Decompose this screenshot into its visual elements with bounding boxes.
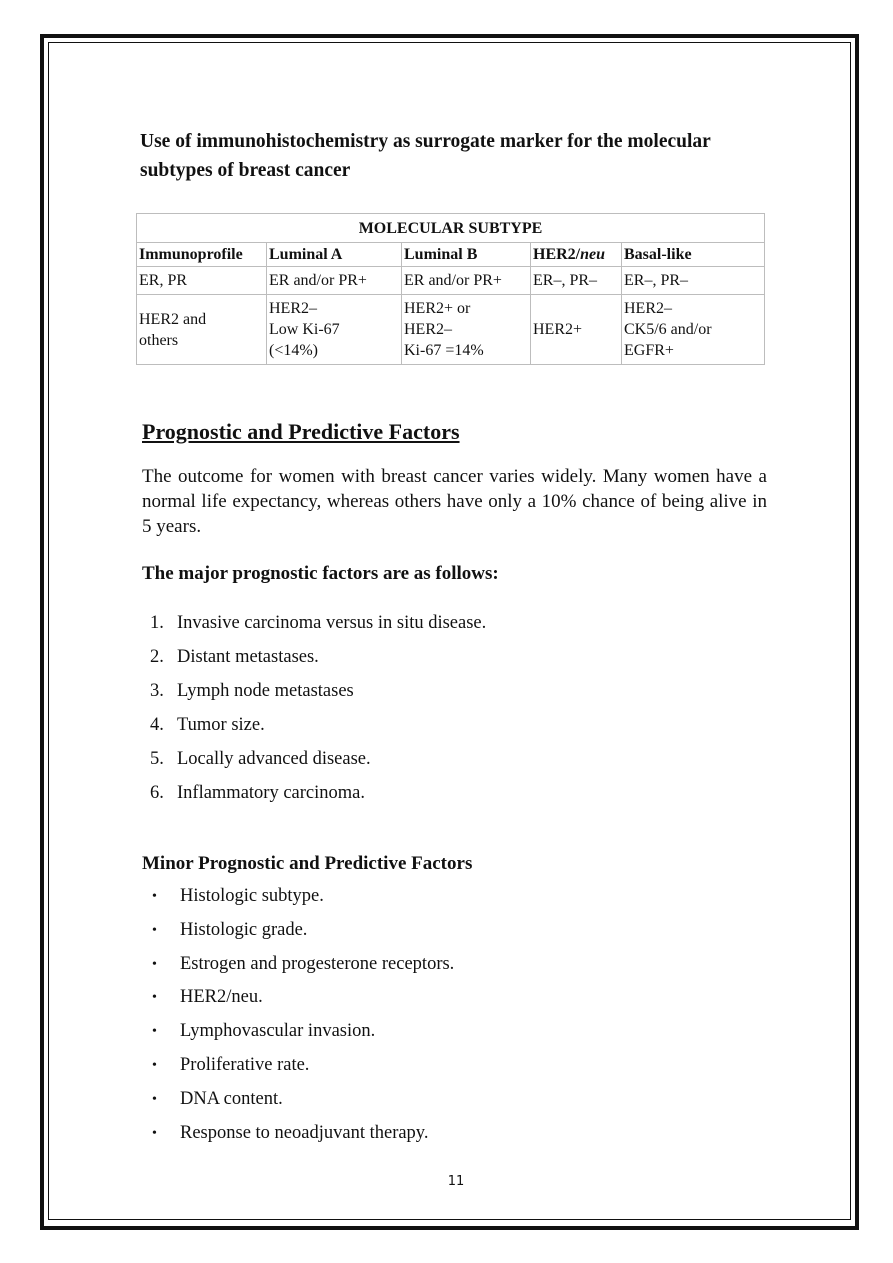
bullet-icon: • [152,1091,157,1107]
page-border-inner-bottom [48,1219,851,1220]
table-cell-label: ER, PR [137,267,267,295]
list-item-number: 2. [150,647,164,667]
section-heading: Prognostic and Predictive Factors [142,419,460,444]
list-item-number: 5. [150,749,164,769]
list-item-text: Lymphovascular invasion. [180,1021,376,1042]
page-number: 11 [447,1174,465,1189]
list-item [152,883,454,917]
major-factors-list [150,610,486,814]
table-cell-luminal-a: ER and/or PR+ [267,267,402,295]
document-title: Use of immunohistochemistry as surrogate marker for the molecular subtypes of breast cancer [140,131,711,181]
bullet-icon: • [152,990,157,1006]
table-cell-her2: ER–, PR– [531,267,622,295]
table-row [137,267,765,295]
list-item-number: 3. [150,681,164,701]
bullet-icon: • [152,956,157,972]
list-item-text: Inflammatory carcinoma. [177,783,365,803]
column-header-luminal-b: Luminal B [402,243,531,267]
minor-factors-list [152,883,454,1153]
bullet-icon: • [152,1125,157,1141]
page-border-inner-top [48,42,851,43]
list-item-text: Histologic subtype. [180,886,324,906]
list-item-number: 1. [150,613,164,633]
table-cell-luminal-a: HER2– Low Ki-67 (<14%) [267,295,402,365]
major-factors-heading: The major prognostic factors are as follows: [142,563,499,584]
bullet-icon: • [152,922,157,938]
list-item-text: Histologic grade. [180,919,308,940]
molecular-subtype-table [136,213,765,365]
list-item-text: HER2/neu. [180,987,263,1008]
column-header-immunoprofile: Immunoprofile [137,243,267,267]
list-item [152,951,454,985]
column-header-her2-suffix: neu [580,246,606,263]
page-border-top [40,34,859,38]
page-border-left [40,34,44,1230]
table-row [137,295,765,365]
table-cell-basal-like: HER2– CK5/6 and/or EGFR+ [622,295,765,365]
column-header-her2 [531,243,622,267]
list-item-text: Proliferative rate. [180,1054,310,1075]
page-border-inner-left [48,42,49,1220]
table-cell-luminal-b: ER and/or PR+ [402,267,531,295]
list-item-text: Lymph node metastases [177,681,354,701]
list-item-text: Distant metastases. [177,647,319,667]
list-item [150,746,486,780]
list-item-text: Invasive carcinoma versus in situ disease. [177,613,487,633]
page-border-right [855,34,859,1230]
list-item [150,780,486,814]
bullet-icon: • [152,1024,157,1040]
table-header-row [137,243,765,267]
page-border-bottom [40,1226,859,1230]
table-group-header-row [137,214,765,243]
column-header-luminal-a: Luminal A [267,243,402,267]
list-item [152,917,454,951]
list-item [150,610,486,644]
table-cell-basal-like: ER–, PR– [622,267,765,295]
list-item-text: DNA content. [180,1088,283,1109]
table-cell-luminal-b: HER2+ or HER2– Ki-67 =14% [402,295,531,365]
list-item [150,678,486,712]
list-item [150,712,486,746]
intro-paragraph: The outcome for women with breast cancer varies widely. Many women have a normal life expectancy, whereas others have only a 10% chance of being alive in 5 years. [142,466,767,537]
list-item [152,1086,454,1120]
list-item-text: Estrogen and progesterone receptors. [180,953,455,974]
list-item-text: Locally advanced disease. [177,749,371,769]
minor-factors-heading: Minor Prognostic and Predictive Factors [142,853,473,874]
table-group-header: MOLECULAR SUBTYPE [137,214,765,243]
bullet-icon: • [152,1057,157,1073]
table-cell-her2: HER2+ [531,295,622,365]
list-item [152,984,454,1018]
list-item-text: Response to neoadjuvant therapy. [180,1122,429,1143]
page-border-inner-right [850,42,851,1220]
column-header-her2-prefix: HER2/ [533,246,581,263]
list-item [152,1120,454,1154]
column-header-basal-like: Basal-like [622,243,765,267]
list-item [150,644,486,678]
list-item [152,1018,454,1052]
list-item-text: Tumor size. [177,715,265,735]
bullet-icon: • [152,889,157,904]
list-item [152,1052,454,1086]
list-item-number: 4. [150,715,164,735]
list-item-number: 6. [150,783,164,803]
table-cell-label: HER2 and others [137,295,267,365]
